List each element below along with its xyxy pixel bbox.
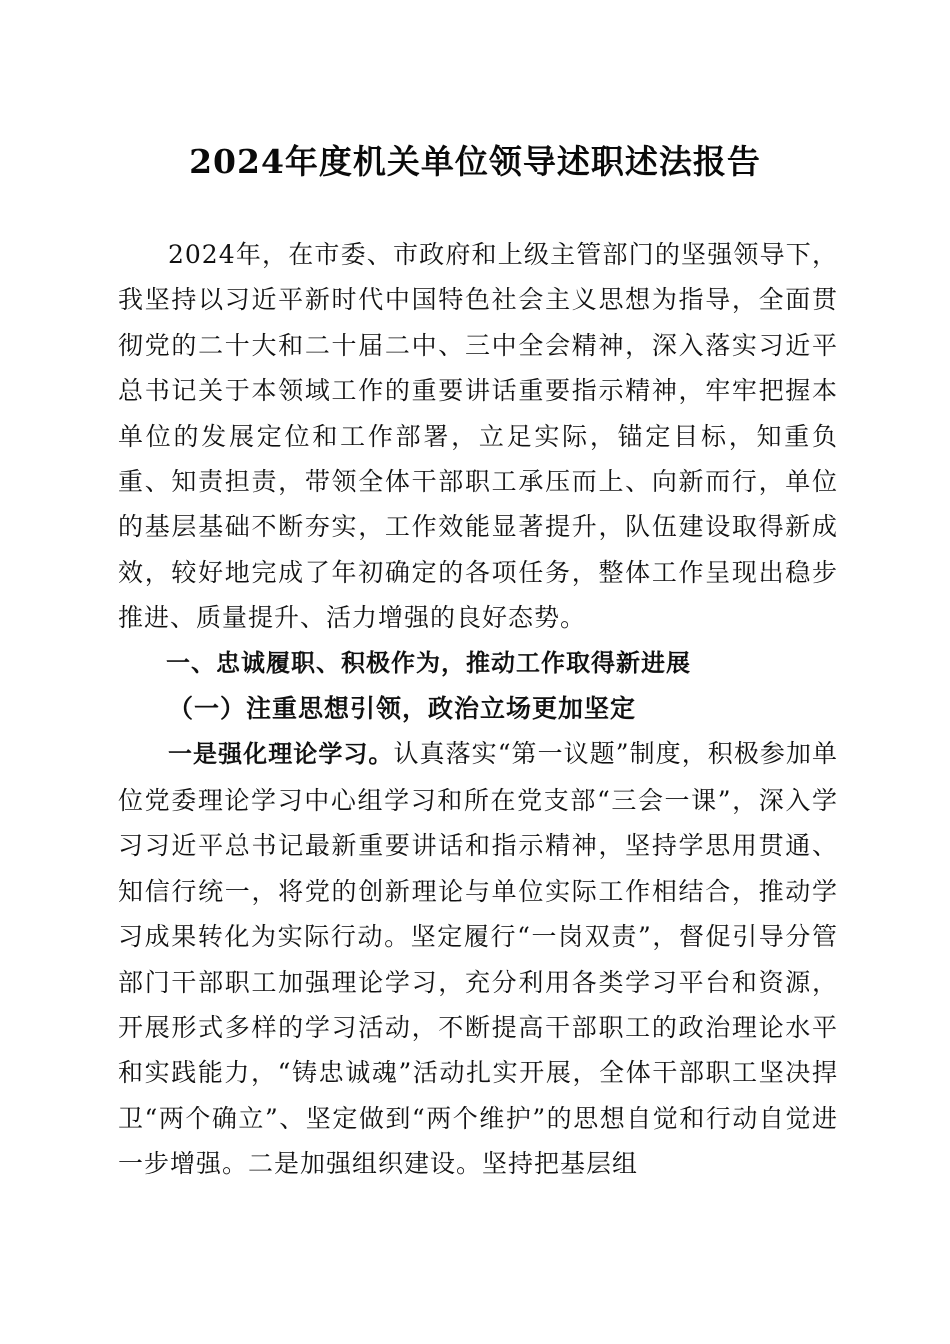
section-heading-1: 一、忠诚履职、积极作为，推动工作取得新进展 — [166, 648, 691, 677]
body-paragraph-1 — [118, 731, 838, 1186]
document-title: 2024年度机关单位领导述职述法报告 — [189, 142, 761, 181]
subsection-heading-1: （一）注重思想引领，政治立场更加坚定 — [168, 694, 637, 724]
paragraph-text: 认真落实“第一议题”制度，积极参加单位党委理论学习中心组学习和所在党支部“三会一课”，深入学习习近平总书记最新重要讲话和指示精神，坚持学思用贯通、知信行统一，将党的创新理论与单位实际工作相结合，推动学习成果转化为实际行动。坚定履行“一岗双责”，督促引导分管部门干部职工加强理论学习，充分利用各类学习平台和资源，开展形式多样的学习活动，不断提高干部职工的政治理论水平和实践能力，“铸忠诚魂”活动扎实开展，全体干部职工坚决捍卫“两个确立”、坚定做到“两个维护”的思想自觉和行动自觉进一步增强。二是加强组织建设。坚持把基层组 — [118, 739, 838, 1179]
paragraph-lead: 一是强化理论学习。 — [168, 740, 394, 769]
intro-paragraph: 2024年，在市委、市政府和上级主管部门的坚强领导下，我坚持以习近平新时代中国特色社会主义思想为指导，全面贯彻党的二十大和二十届二中、三中全会精神，深入落实习近平总书记关于本领域工作的重要讲话重要指示精神，牢牢把握本单位的发展定位和工作部署，立足实际，锚定目标，知重负重、知责担责，带领全体干部职工承压而上、向新而行，单位的基层基础不断夯实，工作效能显著提升，队伍建设取得新成效，较好地完成了年初确定的各项任务，整体工作呈现出稳步推进、质量提升、活力增强的良好态势。 — [118, 240, 838, 633]
document-body — [118, 232, 838, 1187]
